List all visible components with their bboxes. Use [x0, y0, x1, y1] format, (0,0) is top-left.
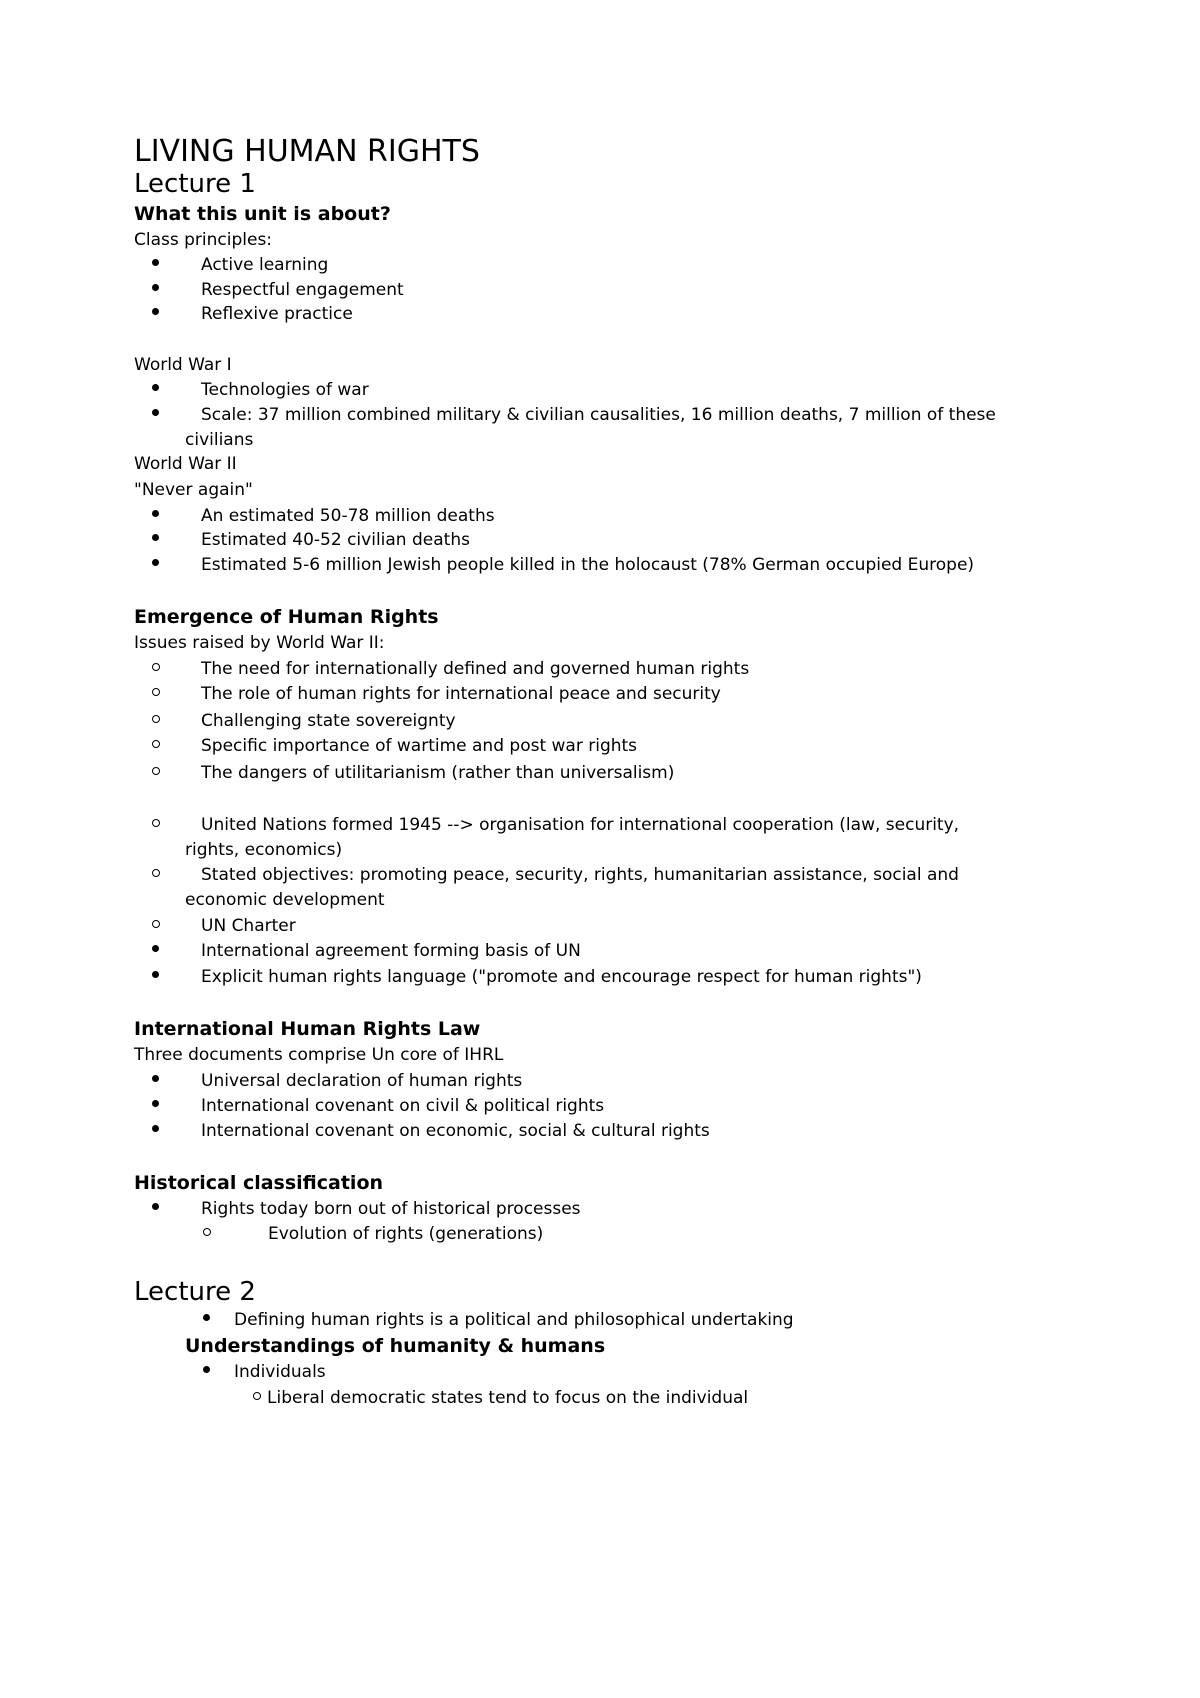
list-item: Rights today born out of historical processes	[201, 1199, 581, 1219]
list-item: Scale: 37 million combined military & civilian causalities, 16 million deaths, 7 million of these	[201, 405, 996, 425]
bullet-icon	[152, 303, 159, 325]
list-item-continuation: civilians	[185, 430, 254, 450]
bullet-icon	[152, 1095, 159, 1117]
bullet-icon	[203, 1309, 210, 1331]
circle-bullet-icon	[203, 1223, 211, 1245]
list-item: Reflexive practice	[201, 304, 353, 324]
list-item: International covenant on economic, social & cultural rights	[201, 1121, 710, 1141]
ww2-quote: "Never again"	[134, 480, 253, 500]
emergence-heading: Emergence of Human Rights	[134, 606, 439, 628]
circle-bullet-icon	[152, 915, 160, 937]
bullet-icon	[152, 505, 159, 527]
bullet-icon	[152, 404, 159, 426]
list-item: Estimated 40-52 civilian deaths	[201, 530, 470, 550]
bullet-icon	[152, 379, 159, 401]
bullet-icon	[152, 1120, 159, 1142]
ww1-label: World War I	[134, 355, 232, 375]
bullet-icon	[152, 554, 159, 576]
circle-bullet-icon	[152, 683, 160, 705]
lecture2-subheading: Understandings of humanity & humans	[185, 1335, 606, 1357]
list-item: Explicit human rights language ("promote and encourage respect for human rights")	[201, 967, 922, 987]
circle-bullet-icon	[253, 1387, 261, 1409]
list-item: Active learning	[201, 255, 329, 275]
emergence-label: Issues raised by World War II:	[134, 633, 385, 653]
list-item: United Nations formed 1945 --> organisation for international cooperation (law, security,	[201, 815, 960, 835]
circle-bullet-icon	[152, 710, 160, 732]
list-item: Defining human rights is a political and philosophical undertaking	[234, 1310, 794, 1330]
list-item: Specific importance of wartime and post war rights	[201, 736, 638, 756]
lecture2-heading: Lecture 2	[134, 1277, 256, 1307]
list-item: Stated objectives: promoting peace, security, rights, humanitarian assistance, social and	[201, 865, 959, 885]
bullet-icon	[152, 529, 159, 551]
unit-heading: What this unit is about?	[134, 203, 391, 225]
list-item: International covenant on civil & political rights	[201, 1096, 605, 1116]
circle-bullet-icon	[152, 658, 160, 680]
list-item: The role of human rights for international peace and security	[201, 684, 721, 704]
list-item-continuation: economic development	[185, 890, 385, 910]
list-item: Challenging state sovereignty	[201, 711, 456, 731]
list-item: Liberal democratic states tend to focus on the individual	[267, 1388, 749, 1408]
list-item: International agreement forming basis of UN	[201, 941, 581, 961]
list-item: UN Charter	[201, 916, 296, 936]
list-item: Universal declaration of human rights	[201, 1071, 523, 1091]
ihrl-heading: International Human Rights Law	[134, 1018, 481, 1040]
bullet-icon	[152, 254, 159, 276]
bullet-icon	[152, 940, 159, 962]
list-item: Respectful engagement	[201, 280, 404, 300]
list-item-continuation: rights, economics)	[185, 840, 343, 860]
list-item: The need for internationally defined and governed human rights	[201, 659, 750, 679]
list-item: Estimated 5-6 million Jewish people killed in the holocaust (78% German occupied Europe)	[201, 555, 975, 575]
circle-bullet-icon	[152, 735, 160, 757]
document-title: LIVING HUMAN RIGHTS	[134, 134, 480, 169]
historical-heading: Historical classification	[134, 1172, 384, 1194]
class-principles-label: Class principles:	[134, 230, 273, 250]
circle-bullet-icon	[152, 762, 160, 784]
list-item: Individuals	[234, 1362, 326, 1382]
lecture1-heading: Lecture 1	[134, 169, 256, 199]
circle-bullet-icon	[152, 864, 160, 886]
list-item: The dangers of utilitarianism (rather than universalism)	[201, 763, 675, 783]
bullet-icon	[152, 1070, 159, 1092]
ww2-label: World War II	[134, 454, 237, 474]
bullet-icon	[152, 279, 159, 301]
circle-bullet-icon	[152, 814, 160, 836]
list-item: Technologies of war	[201, 380, 369, 400]
list-item: Evolution of rights (generations)	[268, 1224, 544, 1244]
ihrl-label: Three documents comprise Un core of IHRL	[134, 1045, 504, 1065]
bullet-icon	[203, 1361, 210, 1383]
list-item: An estimated 50-78 million deaths	[201, 506, 495, 526]
bullet-icon	[152, 1198, 159, 1220]
bullet-icon	[152, 966, 159, 988]
